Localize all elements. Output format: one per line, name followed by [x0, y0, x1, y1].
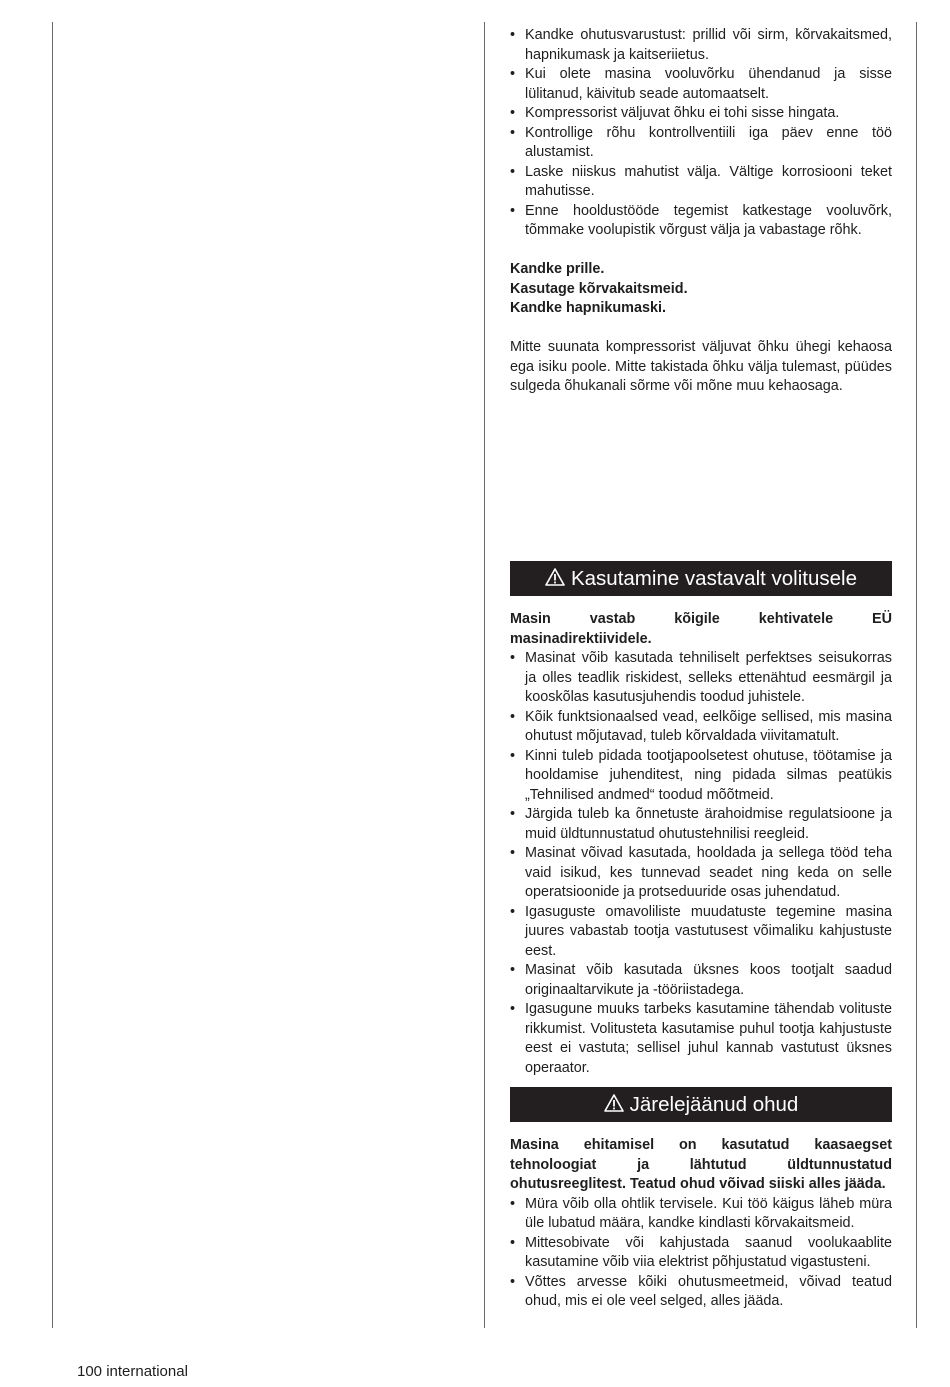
ppe-instruction-glasses: Kandke prille.	[510, 261, 605, 277]
section-heading-text: Järelejäänud ohud	[629, 1093, 799, 1116]
residual-risks-section	[510, 1087, 892, 1312]
list-item: • Võttes arvesse kõiki ohutusmeetmeid, võivad teatud ohud, mis ei ole veel selged, alles jääda.	[510, 1273, 892, 1312]
air-direction-warning: Mitte suunata kompressorist väljuvat õhku ühegi kehaosa ega isiku poole. Mitte takistada õhku välja tulemast, püüdes sulgeda õhukanali sõrme või mõne muu kehaosaga.	[510, 339, 892, 394]
list-item: • Kõik funktsionaalsed vead, eelkõige sellised, mis masina ohutust mõjutavad, tuleb kõrvaldada viivitamatult.	[510, 708, 892, 747]
left-margin-rule	[52, 22, 53, 1328]
warning-triangle-icon	[604, 1094, 624, 1112]
column-divider-rule	[484, 22, 485, 1328]
list-item: • Igasuguste omavoliliste muudatuste tegemine masina juures vabastab tootja vastutusest võimaliku kahjustuste eest.	[510, 903, 892, 962]
section-intro: Masin vastab kõigile kehtivatele EÜ masinadirektiividele.	[510, 611, 892, 647]
list-item: • Järgida tuleb ka õnnetuste ärahoidmise regulatsioone ja muid üldtunnustatud ohutustehnilisi reegleid.	[510, 805, 892, 844]
list-item: • Kompressorist väljuvat õhku ei tohi sisse hingata.	[510, 104, 892, 124]
list-item: • Masinat võivad kasutada, hooldada ja sellega tööd teha vaid isikud, kes tunnevad seadet ning keda on selle operatsioonide ja protseduuride osas juhendatud.	[510, 844, 892, 903]
list-item: • Masinat võib kasutada tehniliselt perfektses seisukorras ja olles teadlik riskidest, selleks ettenähtud eesmärgil ja kooskõlas kasutusjuhendis toodud juhistele.	[510, 649, 892, 708]
list-item: • Mittesobivate või kahjustada saanud voolukaablite kasutamine võib viia elektrist põhjustatud vigastusteni.	[510, 1234, 892, 1273]
section-heading-residual-risks	[510, 1087, 892, 1122]
right-margin-rule	[916, 22, 917, 1328]
list-item: • Igasugune muuks tarbeks kasutamine tähendab volituste rikkumist. Volitusteta kasutamise puhul tootja kahjustuste eest ei vastuta; sellisel juhul kannab vastutust üksnes operaator.	[510, 1000, 892, 1078]
safety-notes-block	[510, 26, 892, 397]
list-item: • Kontrollige rõhu kontrollventiili iga päev enne töö alustamist.	[510, 124, 892, 163]
list-item: • Masinat võib kasutada üksnes koos tootjalt saadud originaaltarvikute ja -tööriistadega.	[510, 961, 892, 1000]
ppe-instruction-ear-protection: Kasutage kõrvakaitsmeid.	[510, 280, 688, 297]
residual-risks-bullet-list	[510, 1195, 892, 1312]
section-heading-text: Kasutamine vastavalt volitusele	[570, 567, 857, 590]
list-item: • Kui olete masina vooluvõrku ühendanud ja sisse lülitanud, käivitub seade automaatselt.	[510, 65, 892, 104]
page-footer: 100 international	[77, 1363, 188, 1380]
safety-bullet-list	[510, 26, 892, 241]
ppe-instruction-mask: Kandke hapnikumaski.	[510, 300, 666, 316]
section-intro: Masina ehitamisel on kasutatud kaasaegset tehnoloogiat ja lähtutud üldtunnustatud ohutusreeglitest. Teatud ohud võivad siiski alles jääda.	[510, 1137, 892, 1192]
warning-triangle-icon	[545, 568, 565, 586]
list-item: • Laske niiskus mahutist välja. Vältige korrosiooni teket mahutisse.	[510, 163, 892, 202]
list-item: • Kinni tuleb pidada tootjapoolsetest ohutuse, töötamise ja hooldamise juhenditest, ning pidada silmas peatükis „Tehnilised andmed“ toodud mõõtmeid.	[510, 747, 892, 806]
intended-use-section	[510, 561, 892, 1078]
list-item: • Müra võib olla ohtlik tervisele. Kui töö käigus läheb müra üle lubatud määra, kandke kindlasti kõrvakaitsmeid.	[510, 1195, 892, 1234]
section-heading-intended-use	[510, 561, 892, 596]
list-item: • Enne hooldustööde tegemist katkestage vooluvõrk, tõmmake voolupistik võrgust välja ja vabastage rõhk.	[510, 202, 892, 241]
intended-use-bullet-list	[510, 649, 892, 1078]
list-item: • Kandke ohutusvarustust: prillid või sirm, kõrvakaitsmed, hapnikumask ja kaitseriietus.	[510, 26, 892, 65]
